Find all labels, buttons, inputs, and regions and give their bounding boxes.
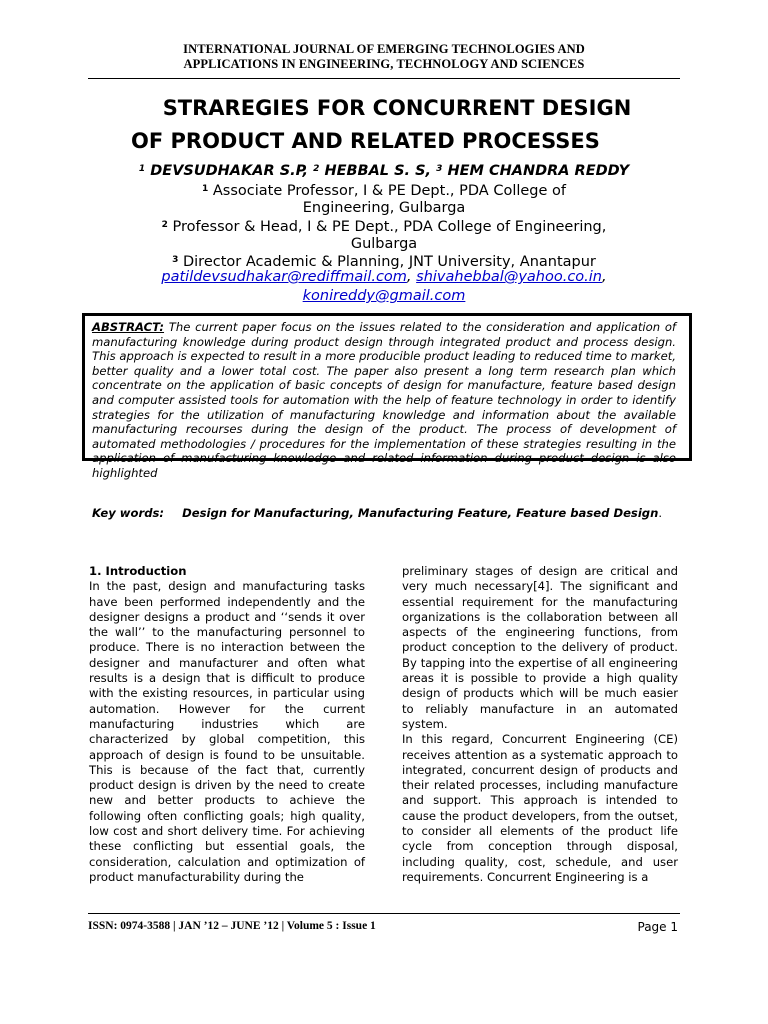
author-2-number: 2	[313, 164, 320, 174]
affiliation-3-line1: Director Academic & Planning, JNT University, Anantapur	[182, 254, 596, 270]
affiliation-1	[88, 181, 680, 217]
keywords-text: Design for Manufacturing, Manufacturing Feature, Feature based Design	[182, 506, 659, 520]
author-3-number: 3	[436, 164, 443, 174]
paper-title	[88, 92, 680, 158]
email-separator-1: ,	[406, 269, 412, 285]
affiliation-3-number: 3	[172, 255, 179, 265]
intro-paragraph-2: preliminary stages of design are critical and very much necessary[4]. The significant and essential requirement for the manufacturing organizations is the collaboration between all aspects of the engineering functions, from product conception to the delivery of product. By tapping into the expertise of all engineering areas it is possible to provide a high quality design of products which will be much easier to reliably manufacture in an automated system.	[402, 564, 678, 731]
abstract-text: The current paper focus on the issues related to the consideration and application of manufacturing knowledge during product design through integrated product and process design. This approach is expected to result in a more producible product leading to reduced time to market, better quality and a lower total cost. The paper also present a long term research plan which concentrate on the application of basic concepts of design for manufacture, feature based design and computer assisted tools for automation with the help of feature technology in order to identify strategies for the utilization of manufacturing knowledge and information about the available manufacturing recourses during the design of the product. The process of development of automated methodologies / procedures for the implementation of these strategies resulting in the application of manufacturing knowledge and related information during product design is also highlighted	[92, 320, 676, 480]
journal-header	[0, 42, 768, 72]
keywords-label: Key words:	[92, 506, 165, 520]
journal-header-line1: INTERNATIONAL JOURNAL OF EMERGING TECHNOLOGIES AND	[183, 42, 585, 56]
affiliation-2-line2: Gulbarga	[350, 236, 418, 252]
abstract-label: ABSTRACT:	[92, 320, 165, 334]
page-number: Page 1	[637, 920, 678, 934]
email-link-2[interactable]: shivahebbal@yahoo.co.in	[416, 269, 602, 285]
title-line2: OF PRODUCT AND RELATED PROCESSES	[131, 129, 600, 153]
author-2-name: HEBBAL S. S,	[324, 163, 432, 179]
email-link-1[interactable]: patildevsudhakar@rediffmail.com	[161, 269, 407, 285]
author-3-name: HEM CHANDRA REDDY	[447, 163, 630, 179]
affiliation-1-line1: Associate Professor, I & PE Dept., PDA College of	[212, 183, 567, 199]
email-separator-2: ,	[602, 269, 607, 285]
affiliation-1-line2: Engineering, Gulbarga	[302, 200, 466, 216]
intro-paragraph-1: In the past, design and manufacturing tasks have been performed independently and the designer designs a product and ‘‘sends it over the wall’’ to the manufacturing personnel to produce. There is no interaction between the designer and manufacturer and often what results is a design that is difficult to produce with the existing resources, in particular using automation. However for the current manufacturing industries which are characterized by global competition, this approach of design is found to be unsuitable. This is because of the fact that, currently product design is driven by the need to create new and better products to achieve the following often conflicting goals; high quality, low cost and short delivery time. For achieving these conflicting but essential goals, the consideration, calculation and optimization of product manufacturability during the	[89, 579, 365, 884]
title-line1: STRAREGIES FOR CONCURRENT DESIGN	[162, 96, 632, 120]
email-link-3[interactable]: konireddy@gmail.com	[302, 288, 466, 304]
email-list	[88, 268, 680, 306]
abstract	[92, 320, 676, 481]
journal-header-line2: APPLICATIONS IN ENGINEERING, TECHNOLOGY AND SCIENCES	[183, 57, 585, 71]
section-heading: 1. Introduction	[89, 564, 187, 578]
footer-issn: ISSN: 0974-3588 | JAN ’12 – JUNE ’12 | Volume 5 : Issue 1	[88, 920, 376, 932]
keywords	[92, 502, 676, 524]
author-1-name: DEVSUDHAKAR S.P,	[150, 163, 309, 179]
affiliation-1-number: 1	[201, 184, 209, 194]
body-column-left	[89, 564, 365, 885]
footer-rule	[88, 913, 680, 914]
header-rule	[88, 78, 680, 79]
body-column-right	[402, 564, 678, 885]
author-list	[88, 160, 680, 181]
affiliation-2-line1: Professor & Head, I & PE Dept., PDA College of Engineering,	[172, 219, 607, 235]
affiliation-2-number: 2	[161, 220, 168, 230]
author-1-number: 1	[138, 164, 146, 174]
intro-paragraph-3: In this regard, Concurrent Engineering (CE) receives attention as a systematic approach to integrated, concurrent design of products and their related processes, including manufacture and support. This approach is intended to cause the product developers, from the outset, to consider all elements of the product life cycle from conception through disposal, including quality, cost, schedule, and user requirements. Concurrent Engineering is a	[402, 732, 678, 884]
keywords-end: .	[658, 506, 663, 520]
affiliation-2	[88, 217, 680, 253]
